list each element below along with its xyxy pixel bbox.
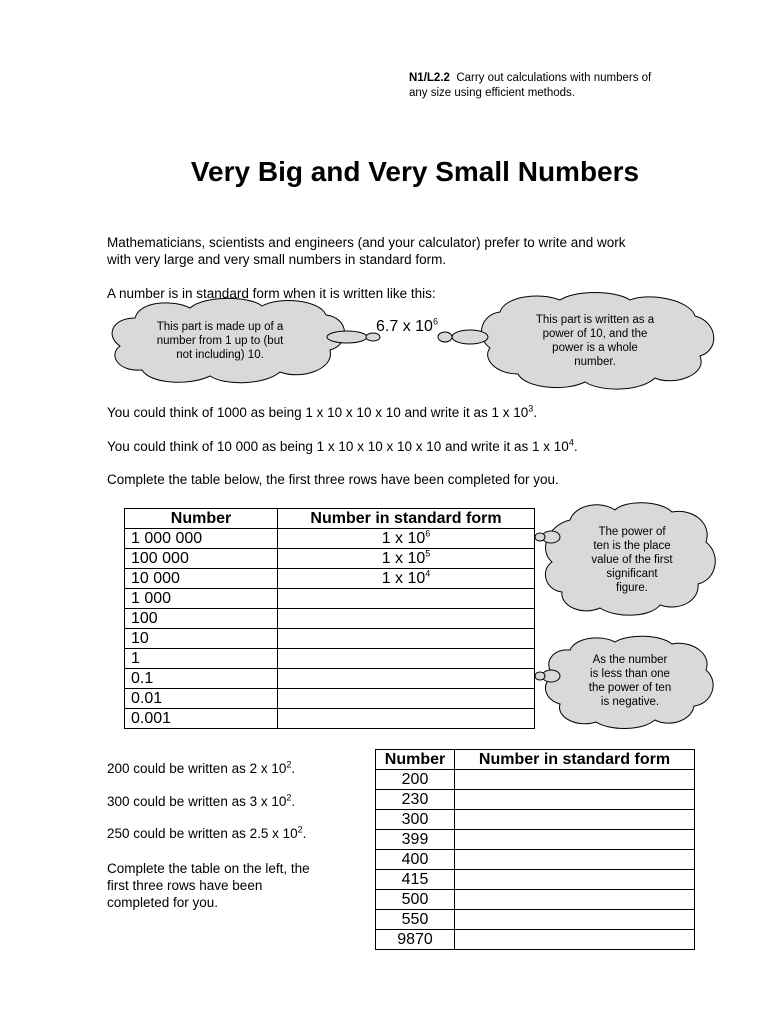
side-example-300-exponent: 2 [286,792,292,803]
answer-cell[interactable] [278,709,535,729]
side-example-200-end: . [291,761,296,776]
number-cell: 1 [125,649,278,669]
answer-cell[interactable] [278,649,535,669]
table-row [376,810,695,830]
column-header-standard-form: Number in standard form [278,509,535,529]
table-bottom-cloud-text [570,653,690,709]
table-top-cloud-line3: value of the first [591,554,673,566]
number-cell: 9870 [376,930,455,950]
left-cloud-text [130,320,310,362]
number-cell: 400 [376,850,455,870]
table-bottom-cloud-line4: is negative. [600,696,660,708]
side-example-250-text: 250 could be written as 2.5 x 10 [107,826,298,841]
table-row [376,870,695,890]
table-instruction: Complete the table below, the first three rows have been completed for you. [107,472,559,487]
standard-form-exponent: 5 [425,548,431,559]
side-instruction-line3: completed for you. [107,895,219,910]
example-1000-text: You could think of 1000 as being 1 x 10 x 10 x 10 and write it as 1 x 10 [107,405,529,420]
right-cloud-line1: This part is written as a [535,314,655,326]
column-header-standard-form: Number in standard form [455,750,695,770]
table-row [125,629,535,649]
answer-cell[interactable] [455,850,695,870]
table-bottom-cloud-line3: the power of ten [588,682,672,694]
left-cloud-line3: not including) 10. [176,349,264,361]
side-example-300-end: . [291,794,296,809]
answer-cell[interactable] [455,810,695,830]
curriculum-code: N1/L2.2 [409,72,450,84]
number-cell: 0.01 [125,689,278,709]
example-10000-text: You could think of 10 000 as being 1 x 10 x 10 x 10 x 10 and write it as 1 x 10 [107,439,569,454]
side-example-200-exponent: 2 [286,759,292,770]
number-cell: 200 [376,770,455,790]
answer-cell[interactable] [278,629,535,649]
right-cloud-bubble-small [438,332,452,342]
column-header-number: Number [376,750,455,770]
number-cell: 300 [376,810,455,830]
table-header-row [376,750,695,770]
answer-cell[interactable] [278,609,535,629]
number-cell: 550 [376,910,455,930]
right-cloud-text [505,313,685,369]
standard-form-base: 1 x 10 [381,570,426,587]
table-header-row [125,509,535,529]
left-cloud-line2: number from 1 up to (but [156,335,284,347]
answer-cell[interactable] [455,910,695,930]
side-instruction-line2: first three rows have been [107,878,263,893]
table-top-cloud-text [572,525,692,595]
answer-cell[interactable] [455,930,695,950]
right-cloud-bubble-large [452,330,488,344]
answer-cell[interactable] [278,689,535,709]
standard-form-formula [376,318,438,336]
side-example-300 [107,793,357,810]
example-1000-end: . [533,405,538,420]
table-row [125,649,535,669]
number-cell: 230 [376,790,455,810]
side-instruction [107,860,357,911]
table-bottom-cloud-line2: is less than one [590,668,670,680]
curriculum-description-line2: any size using efficient methods. [409,87,575,99]
number-cell: 399 [376,830,455,850]
example-10000 [107,438,727,455]
answer-cell[interactable] [455,770,695,790]
standard-form-cell [278,569,535,589]
table-row [376,850,695,870]
table-row [376,830,695,850]
intro-paragraph [107,234,727,268]
table-row [376,930,695,950]
table-row [376,890,695,910]
table-top-cloud-line1: The power of [598,526,666,538]
number-cell: 10 000 [125,569,278,589]
standard-form-base: 1 x 10 [381,550,426,567]
answer-cell[interactable] [455,870,695,890]
table-bottom-cloud-line1: As the number [592,654,668,666]
side-example-200 [107,760,357,777]
curriculum-reference [409,71,709,101]
table-row [376,770,695,790]
answer-cell[interactable] [455,890,695,910]
table-row [376,790,695,810]
number-cell: 1 000 [125,589,278,609]
table-row [125,529,535,549]
side-example-250-end: . [302,826,307,841]
standard-form-cell [278,549,535,569]
example-10000-end: . [573,439,578,454]
table-row [125,669,535,689]
table-top-cloud-line5: figure. [616,582,648,594]
intro-line2: with very large and very small numbers in standard form. [107,252,447,267]
side-instruction-line1: Complete the table on the left, the [107,861,310,876]
left-cloud-line1: This part is made up of a [156,321,284,333]
right-cloud-line3: power is a whole [552,342,638,354]
table-row [125,609,535,629]
table-bottom-cloud-bubble-small [535,672,545,680]
curriculum-description-line1: Carry out calculations with numbers of [456,72,652,84]
standard-form-exponent: 6 [425,528,431,539]
powers-of-ten-table [124,508,535,729]
page-title: Very Big and Very Small Numbers [190,156,640,187]
table-row [125,689,535,709]
table-row [125,549,535,569]
formula-exponent: 6 [432,316,438,327]
answer-cell[interactable] [278,669,535,689]
answer-cell[interactable] [455,790,695,810]
intro-line1: Mathematicians, scientists and engineers (and your calculator) prefer to write and work [107,235,626,250]
number-cell: 100 [125,609,278,629]
left-cloud-bubble-large [327,331,367,343]
example-1000-exponent: 3 [528,403,534,414]
example-10000-exponent: 4 [568,437,574,448]
number-cell: 0.001 [125,709,278,729]
right-cloud-line2: power of 10, and the [542,328,648,340]
side-example-200-text: 200 could be written as 2 x 10 [107,761,287,776]
table-top-cloud-bubble-small [535,533,545,541]
table-row [125,709,535,729]
side-example-250-exponent: 2 [297,824,303,835]
table-row [376,910,695,930]
number-cell: 1 000 000 [125,529,278,549]
side-example-300-text: 300 could be written as 3 x 10 [107,794,287,809]
formula-base: 6.7 x 10 [376,318,433,335]
answer-cell[interactable] [278,589,535,609]
standard-form-practice-table [375,749,695,950]
answer-cell[interactable] [455,830,695,850]
example-1000 [107,404,727,421]
side-example-250 [107,825,357,842]
standard-form-intro: A number is in standard form when it is written like this: [107,286,436,301]
table-row [125,589,535,609]
right-cloud-line4: number. [574,356,616,368]
number-cell: 415 [376,870,455,890]
table-row [125,569,535,589]
table-top-cloud-line4: significant [606,568,658,580]
standard-form-exponent: 4 [425,568,431,579]
number-cell: 0.1 [125,669,278,689]
number-cell: 10 [125,629,278,649]
standard-form-cell [278,529,535,549]
number-cell: 100 000 [125,549,278,569]
column-header-number: Number [125,509,278,529]
table-top-cloud-line2: ten is the place [593,540,671,552]
standard-form-base: 1 x 10 [381,530,426,547]
number-cell: 500 [376,890,455,910]
